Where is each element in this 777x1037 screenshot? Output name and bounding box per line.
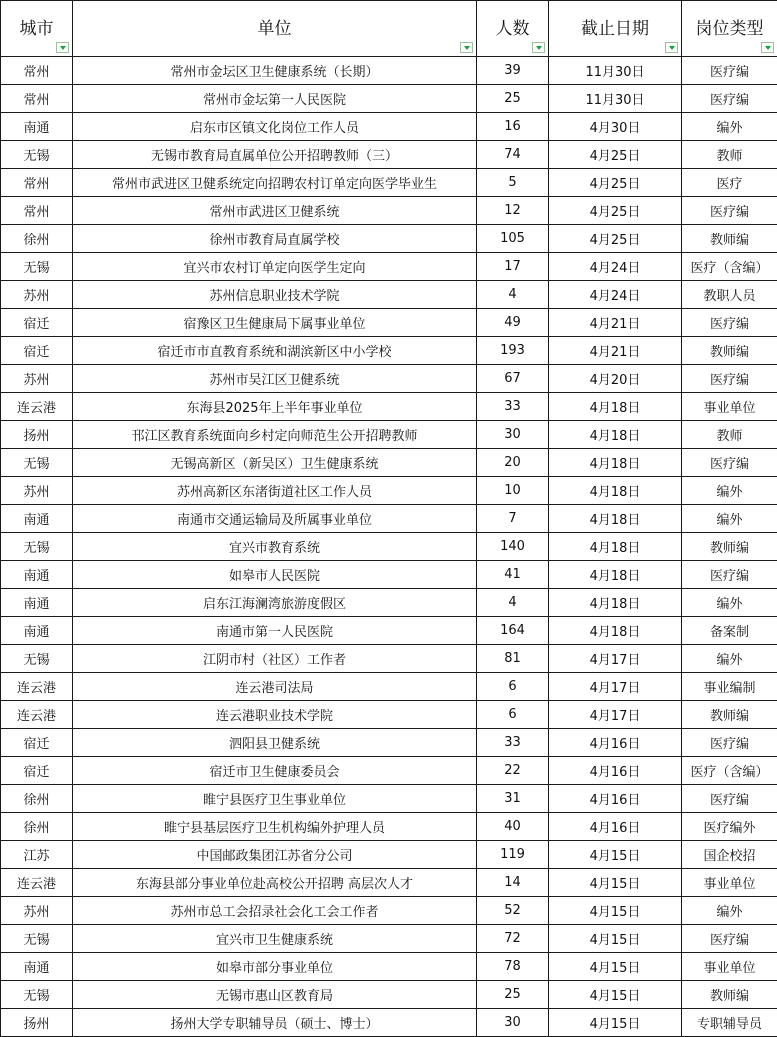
- deadline-cell: 4月24日: [549, 281, 682, 309]
- count-cell: 20: [477, 449, 549, 477]
- filter-dropdown-icon[interactable]: [460, 42, 473, 53]
- city-cell: 南通: [1, 113, 73, 141]
- header-deadline: [549, 1, 682, 57]
- position-type-cell: 事业单位: [682, 953, 777, 981]
- header-city: [1, 1, 73, 57]
- position-type-cell: 教师: [682, 141, 777, 169]
- count-cell: 39: [477, 57, 549, 85]
- deadline-cell: 11月30日: [549, 57, 682, 85]
- unit-cell: 如皋市人民医院: [73, 561, 477, 589]
- city-cell: 无锡: [1, 533, 73, 561]
- table-row: [1, 505, 777, 533]
- count-cell: 6: [477, 701, 549, 729]
- position-type-cell: 教师编: [682, 701, 777, 729]
- city-cell: 常州: [1, 57, 73, 85]
- deadline-cell: 4月15日: [549, 925, 682, 953]
- unit-cell: 启东江海澜湾旅游度假区: [73, 589, 477, 617]
- position-type-cell: 医疗编: [682, 309, 777, 337]
- table-row: [1, 449, 777, 477]
- city-cell: 常州: [1, 169, 73, 197]
- count-cell: 49: [477, 309, 549, 337]
- city-cell: 连云港: [1, 393, 73, 421]
- filter-dropdown-icon[interactable]: [532, 42, 545, 53]
- position-type-cell: 医疗编外: [682, 813, 777, 841]
- deadline-cell: 4月21日: [549, 337, 682, 365]
- position-type-cell: 备案制: [682, 617, 777, 645]
- count-cell: 25: [477, 85, 549, 113]
- deadline-cell: 4月24日: [549, 253, 682, 281]
- count-cell: 33: [477, 729, 549, 757]
- header-row: [1, 1, 777, 57]
- header-label: 人数: [495, 19, 530, 39]
- city-cell: 徐州: [1, 225, 73, 253]
- city-cell: 宿迁: [1, 729, 73, 757]
- position-type-cell: 医疗编: [682, 729, 777, 757]
- deadline-cell: 4月18日: [549, 589, 682, 617]
- deadline-cell: 4月15日: [549, 841, 682, 869]
- deadline-cell: 4月17日: [549, 701, 682, 729]
- position-type-cell: 教师编: [682, 533, 777, 561]
- header-label: 单位: [257, 19, 292, 39]
- deadline-cell: 4月16日: [549, 729, 682, 757]
- unit-cell: 宜兴市农村订单定向医学生定向: [73, 253, 477, 281]
- unit-cell: 睢宁县基层医疗卫生机构编外护理人员: [73, 813, 477, 841]
- unit-cell: 南通市交通运输局及所属事业单位: [73, 505, 477, 533]
- header-position-type: [682, 1, 777, 57]
- table-row: [1, 533, 777, 561]
- count-cell: 193: [477, 337, 549, 365]
- position-type-cell: 国企校招: [682, 841, 777, 869]
- table-row: [1, 197, 777, 225]
- deadline-cell: 4月16日: [549, 757, 682, 785]
- count-cell: 31: [477, 785, 549, 813]
- deadline-cell: 4月30日: [549, 113, 682, 141]
- position-type-cell: 教师编: [682, 225, 777, 253]
- city-cell: 无锡: [1, 925, 73, 953]
- unit-cell: 苏州市总工会招录社会化工会工作者: [73, 897, 477, 925]
- position-type-cell: 医疗（含编）: [682, 253, 777, 281]
- count-cell: 17: [477, 253, 549, 281]
- count-cell: 10: [477, 477, 549, 505]
- unit-cell: 东海县2025年上半年事业单位: [73, 393, 477, 421]
- position-type-cell: 医疗编: [682, 925, 777, 953]
- position-type-cell: 教师: [682, 421, 777, 449]
- table-row: [1, 337, 777, 365]
- count-cell: 78: [477, 953, 549, 981]
- table-row: [1, 925, 777, 953]
- city-cell: 南通: [1, 589, 73, 617]
- count-cell: 67: [477, 365, 549, 393]
- city-cell: 南通: [1, 617, 73, 645]
- unit-cell: 如皋市部分事业单位: [73, 953, 477, 981]
- count-cell: 22: [477, 757, 549, 785]
- table-row: [1, 85, 777, 113]
- city-cell: 连云港: [1, 701, 73, 729]
- deadline-cell: 4月16日: [549, 813, 682, 841]
- city-cell: 苏州: [1, 477, 73, 505]
- position-type-cell: 编外: [682, 477, 777, 505]
- position-type-cell: 医疗编: [682, 57, 777, 85]
- unit-cell: 连云港司法局: [73, 673, 477, 701]
- deadline-cell: 4月15日: [549, 1009, 682, 1037]
- unit-cell: 睢宁县医疗卫生事业单位: [73, 785, 477, 813]
- unit-cell: 启东市区镇文化岗位工作人员: [73, 113, 477, 141]
- table-row: [1, 309, 777, 337]
- unit-cell: 扬州大学专职辅导员（硕士、博士）: [73, 1009, 477, 1037]
- deadline-cell: 4月25日: [549, 141, 682, 169]
- position-type-cell: 医疗编: [682, 365, 777, 393]
- city-cell: 连云港: [1, 673, 73, 701]
- unit-cell: 江阴市村（社区）工作者: [73, 645, 477, 673]
- table-row: [1, 141, 777, 169]
- deadline-cell: 4月15日: [549, 953, 682, 981]
- deadline-cell: 4月15日: [549, 981, 682, 1009]
- count-cell: 74: [477, 141, 549, 169]
- unit-cell: 东海县部分事业单位赴高校公开招聘 高层次人才: [73, 869, 477, 897]
- unit-cell: 宜兴市教育系统: [73, 533, 477, 561]
- position-type-cell: 教职人员: [682, 281, 777, 309]
- table-row: [1, 953, 777, 981]
- count-cell: 12: [477, 197, 549, 225]
- count-cell: 41: [477, 561, 549, 589]
- city-cell: 常州: [1, 197, 73, 225]
- unit-cell: 邗江区教育系统面向乡村定向师范生公开招聘教师: [73, 421, 477, 449]
- unit-cell: 宜兴市卫生健康系统: [73, 925, 477, 953]
- deadline-cell: 4月18日: [549, 449, 682, 477]
- unit-cell: 常州市武进区卫健系统: [73, 197, 477, 225]
- position-type-cell: 编外: [682, 113, 777, 141]
- deadline-cell: 4月18日: [549, 533, 682, 561]
- deadline-cell: 4月25日: [549, 169, 682, 197]
- filter-dropdown-icon[interactable]: [761, 42, 774, 53]
- table-row: [1, 897, 777, 925]
- city-cell: 扬州: [1, 421, 73, 449]
- city-cell: 苏州: [1, 365, 73, 393]
- city-cell: 无锡: [1, 141, 73, 169]
- position-type-cell: 编外: [682, 505, 777, 533]
- deadline-cell: 4月18日: [549, 421, 682, 449]
- position-type-cell: 医疗编: [682, 85, 777, 113]
- city-cell: 无锡: [1, 981, 73, 1009]
- unit-cell: 苏州高新区东渚街道社区工作人员: [73, 477, 477, 505]
- table-row: [1, 561, 777, 589]
- header-label: 岗位类型: [695, 19, 764, 39]
- city-cell: 南通: [1, 953, 73, 981]
- table-row: [1, 225, 777, 253]
- table-row: [1, 169, 777, 197]
- table-row: [1, 869, 777, 897]
- unit-cell: 苏州信息职业技术学院: [73, 281, 477, 309]
- city-cell: 徐州: [1, 785, 73, 813]
- count-cell: 119: [477, 841, 549, 869]
- unit-cell: 无锡市教育局直属单位公开招聘教师（三）: [73, 141, 477, 169]
- position-type-cell: 事业单位: [682, 869, 777, 897]
- city-cell: 宿迁: [1, 757, 73, 785]
- count-cell: 105: [477, 225, 549, 253]
- count-cell: 33: [477, 393, 549, 421]
- city-cell: 江苏: [1, 841, 73, 869]
- city-cell: 苏州: [1, 897, 73, 925]
- deadline-cell: 4月18日: [549, 477, 682, 505]
- position-type-cell: 医疗编: [682, 197, 777, 225]
- count-cell: 40: [477, 813, 549, 841]
- deadline-cell: 4月17日: [549, 645, 682, 673]
- deadline-cell: 11月30日: [549, 85, 682, 113]
- city-cell: 无锡: [1, 645, 73, 673]
- deadline-cell: 4月17日: [549, 673, 682, 701]
- unit-cell: 常州市金坛第一人民医院: [73, 85, 477, 113]
- city-cell: 扬州: [1, 1009, 73, 1037]
- table-row: [1, 393, 777, 421]
- position-type-cell: 编外: [682, 645, 777, 673]
- deadline-cell: 4月18日: [549, 561, 682, 589]
- deadline-cell: 4月18日: [549, 505, 682, 533]
- header-count: [477, 1, 549, 57]
- unit-cell: 宿迁市市直教育系统和湖滨新区中小学校: [73, 337, 477, 365]
- table-row: [1, 645, 777, 673]
- table-row: [1, 813, 777, 841]
- unit-cell: 中国邮政集团江苏省分公司: [73, 841, 477, 869]
- city-cell: 常州: [1, 85, 73, 113]
- unit-cell: 无锡高新区（新吴区）卫生健康系统: [73, 449, 477, 477]
- city-cell: 徐州: [1, 813, 73, 841]
- header-unit: [73, 1, 477, 57]
- table-row: [1, 757, 777, 785]
- position-type-cell: 编外: [682, 589, 777, 617]
- unit-cell: 无锡市惠山区教育局: [73, 981, 477, 1009]
- table-row: [1, 421, 777, 449]
- city-cell: 无锡: [1, 449, 73, 477]
- table-row: [1, 113, 777, 141]
- count-cell: 164: [477, 617, 549, 645]
- deadline-cell: 4月25日: [549, 225, 682, 253]
- count-cell: 5: [477, 169, 549, 197]
- table-row: [1, 1009, 777, 1037]
- city-cell: 南通: [1, 561, 73, 589]
- city-cell: 无锡: [1, 253, 73, 281]
- filter-dropdown-icon[interactable]: [665, 42, 678, 53]
- table-row: [1, 785, 777, 813]
- table-row: [1, 253, 777, 281]
- city-cell: 连云港: [1, 869, 73, 897]
- position-type-cell: 编外: [682, 897, 777, 925]
- unit-cell: 常州市武进区卫健系统定向招聘农村订单定向医学毕业生: [73, 169, 477, 197]
- city-cell: 苏州: [1, 281, 73, 309]
- position-type-cell: 教师编: [682, 337, 777, 365]
- count-cell: 81: [477, 645, 549, 673]
- count-cell: 30: [477, 1009, 549, 1037]
- table-body: [1, 57, 777, 1037]
- unit-cell: 泗阳县卫健系统: [73, 729, 477, 757]
- count-cell: 25: [477, 981, 549, 1009]
- position-type-cell: 医疗编: [682, 785, 777, 813]
- city-cell: 宿迁: [1, 337, 73, 365]
- unit-cell: 宿豫区卫生健康局下属事业单位: [73, 309, 477, 337]
- table-row: [1, 365, 777, 393]
- unit-cell: 常州市金坛区卫生健康系统（长期）: [73, 57, 477, 85]
- table-row: [1, 673, 777, 701]
- position-type-cell: 事业单位: [682, 393, 777, 421]
- deadline-cell: 4月20日: [549, 365, 682, 393]
- city-cell: 南通: [1, 505, 73, 533]
- header-label: 截止日期: [581, 19, 649, 39]
- deadline-cell: 4月18日: [549, 393, 682, 421]
- unit-cell: 南通市第一人民医院: [73, 617, 477, 645]
- table-row: [1, 617, 777, 645]
- table-row: [1, 57, 777, 85]
- position-type-cell: 事业编制: [682, 673, 777, 701]
- deadline-cell: 4月15日: [549, 897, 682, 925]
- unit-cell: 连云港职业技术学院: [73, 701, 477, 729]
- count-cell: 16: [477, 113, 549, 141]
- table-row: [1, 841, 777, 869]
- deadline-cell: 4月18日: [549, 617, 682, 645]
- table-row: [1, 701, 777, 729]
- position-type-cell: 教师编: [682, 981, 777, 1009]
- count-cell: 30: [477, 421, 549, 449]
- count-cell: 72: [477, 925, 549, 953]
- city-cell: 宿迁: [1, 309, 73, 337]
- count-cell: 7: [477, 505, 549, 533]
- count-cell: 140: [477, 533, 549, 561]
- count-cell: 4: [477, 589, 549, 617]
- header-label: 城市: [19, 19, 54, 39]
- position-type-cell: 医疗: [682, 169, 777, 197]
- unit-cell: 宿迁市卫生健康委员会: [73, 757, 477, 785]
- table-row: [1, 981, 777, 1009]
- count-cell: 14: [477, 869, 549, 897]
- deadline-cell: 4月15日: [549, 869, 682, 897]
- count-cell: 4: [477, 281, 549, 309]
- position-type-cell: 医疗（含编）: [682, 757, 777, 785]
- table-row: [1, 477, 777, 505]
- table-row: [1, 589, 777, 617]
- unit-cell: 苏州市吴江区卫健系统: [73, 365, 477, 393]
- deadline-cell: 4月16日: [549, 785, 682, 813]
- position-type-cell: 专职辅导员: [682, 1009, 777, 1037]
- table-row: [1, 729, 777, 757]
- deadline-cell: 4月25日: [549, 197, 682, 225]
- deadline-cell: 4月21日: [549, 309, 682, 337]
- unit-cell: 徐州市教育局直属学校: [73, 225, 477, 253]
- table-row: [1, 281, 777, 309]
- filter-dropdown-icon[interactable]: [56, 42, 69, 53]
- position-type-cell: 医疗编: [682, 561, 777, 589]
- count-cell: 52: [477, 897, 549, 925]
- count-cell: 6: [477, 673, 549, 701]
- position-type-cell: 医疗编: [682, 449, 777, 477]
